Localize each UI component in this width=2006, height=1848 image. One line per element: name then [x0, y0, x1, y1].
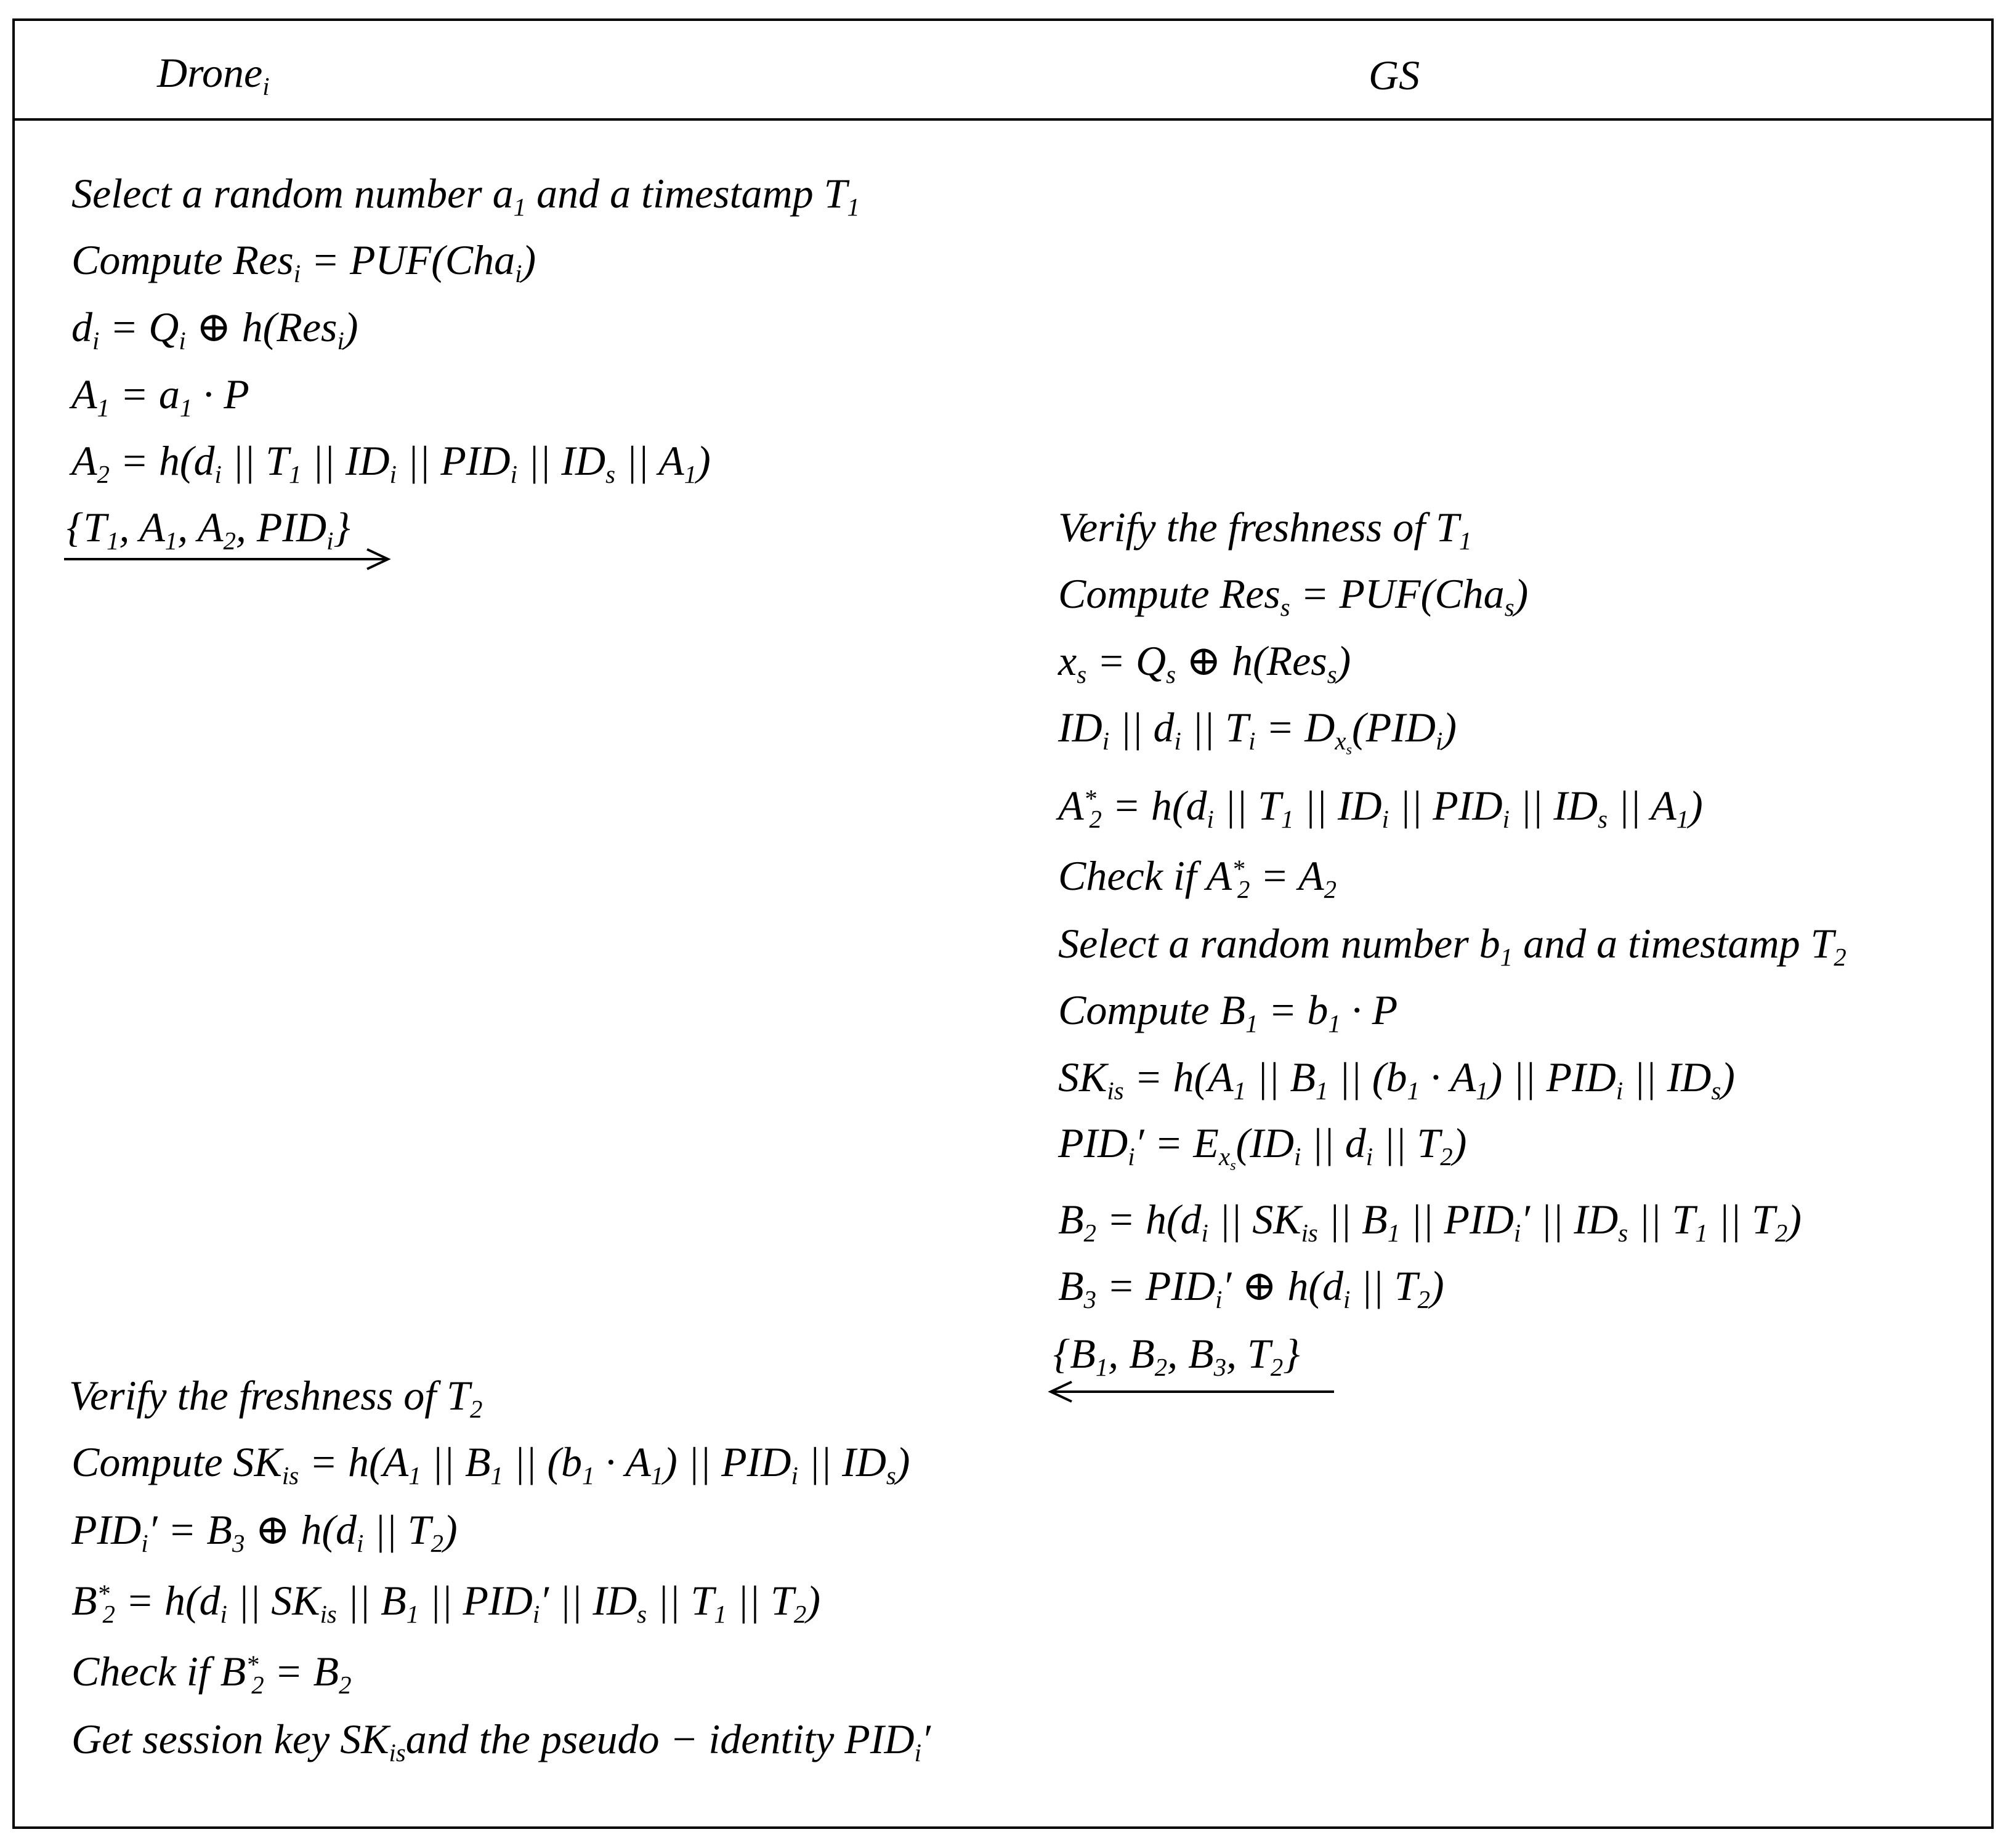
message-to-gs: {$T_1$, $A_1$, $A_2$, $PID_i$}	[67, 504, 350, 555]
gs-step-12: $B_3 = PID_i'$ ⊕ $h(d_i$ || $T_2$)	[1058, 1262, 1444, 1314]
drone-step-1: Select a random number $a_1$ and a timestamp $T_1$	[71, 170, 860, 222]
gs-step-9: $SK_{is} = h(A_1$ || $B_1$ || $(b_1 \cdot A_1)$ || $PID_i$ || $ID_s$)	[1058, 1054, 1735, 1105]
drone-step-5: $A_2 = h(d_i$ || $T_1$ || $ID_i$ || $PID_i$ || $ID_s$ || $A_1$)	[71, 437, 711, 489]
drone-final-step-5: Check if $B^*_2 = B_2$	[71, 1648, 352, 1700]
drone-step-2: Compute Res$_i$ = PUF(Cha$_i$)	[71, 236, 536, 288]
drone-final-step-3: $PID_i' = B_3$ ⊕ $h(d_i$ || $T_2$)	[71, 1506, 458, 1558]
drone-final-step-1: Verify the freshness of $T_2$	[69, 1372, 483, 1424]
gs-step-7: Select a random number $b_1$ and a timestamp $T_2$	[1058, 920, 1846, 972]
gs-step-6: Check if $A^*_2 = A_2$	[1058, 852, 1337, 904]
drone-final-step-4: $B^*_2 = h(d_i$ || $SK_{is}$ || $B_1$ || $PID_i'$ || $ID_s$ || $T_1$ || $T_2$)	[71, 1577, 820, 1629]
header-divider	[12, 118, 1994, 121]
drone-column-header: Drone$_i$	[157, 49, 270, 101]
drone-step-3: $d_i = Q_i$ ⊕ h(Res$_i$)	[71, 304, 358, 355]
arrow-drone-to-gs	[62, 547, 394, 571]
gs-column-header: GS	[1369, 52, 1420, 99]
gs-step-10: $PID_i' = E_{x_s}(ID_i$ || $d_i$ || $T_2$)	[1058, 1120, 1467, 1174]
gs-step-2: Compute Res$_s$ = PUF(Cha$_s$)	[1058, 570, 1529, 622]
message-to-drone: {$B_1$, $B_2$, $B_3$, $T_2$}	[1053, 1330, 1300, 1382]
gs-step-4: $ID_i$ || $d_i$ || $T_i = D_{x_s}(PID_i)$	[1058, 704, 1457, 758]
gs-step-3: $x_s = Q_s$ ⊕ h(Res$_s$)	[1058, 637, 1351, 689]
drone-final-step-2: Compute $SK_{is} = h(A_1$ || $B_1$ || $(b_1 \cdot A_1)$ || $PID_i$ || $ID_s$)	[71, 1438, 910, 1490]
drone-step-4: $A_1 = a_1 \cdot P$	[71, 371, 249, 422]
arrow-gs-to-drone	[1047, 1379, 1343, 1404]
gs-step-1: Verify the freshness of $T_1$	[1058, 504, 1472, 555]
gs-step-5: $A^*_2 = h(d_i$ || $T_1$ || $ID_i$ || $PID_i$ || $ID_s$ || $A_1$)	[1058, 782, 1703, 834]
drone-final-step-6: Get session key $SK_{is}and$ the pseudo − identity $PID_i'$	[71, 1716, 931, 1767]
gs-step-11: $B_2 = h(d_i$ || $SK_{is}$ || $B_1$ || $PID_i'$ || $ID_s$ || $T_1$ || $T_2$)	[1058, 1196, 1802, 1248]
gs-step-8: Compute $B_1 = b_1 \cdot P$	[1058, 987, 1398, 1038]
